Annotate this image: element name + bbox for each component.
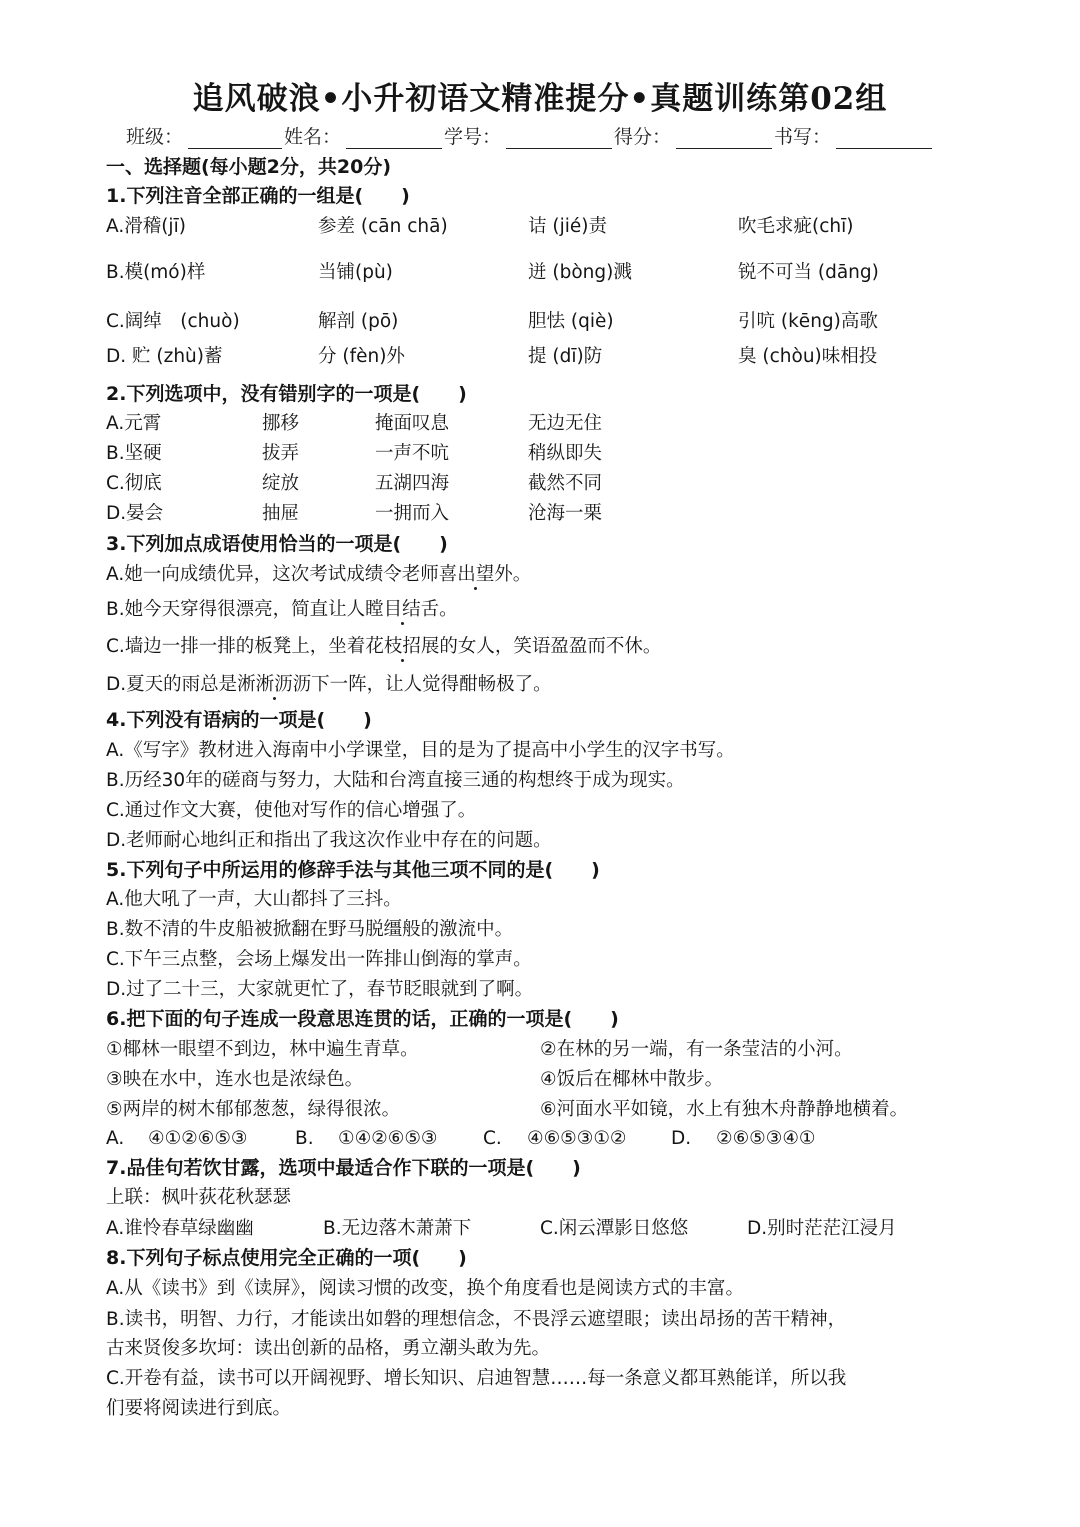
q8-line-4: C.开卷有益，读书可以开阔视野、增长知识、启迪智慧……每一条意义都耳熟能详，所以我 <box>106 1368 847 1389</box>
q6-choice-a-letter: A. <box>106 1128 125 1149</box>
q3-option-a <box>106 566 531 585</box>
q1-d-3: 提 (dī)防 <box>528 346 603 367</box>
q2-d-3: 一拥而入 <box>375 503 450 524</box>
q1-a-4: 吹毛求疵(chī) <box>738 216 854 237</box>
q8-stem: 8.下列句子标点使用完全正确的一项( ) <box>106 1247 467 1269</box>
q1-a-2: 参差 (cān chā) <box>318 216 448 237</box>
q4-option-d: D.老师耐心地纠正和指出了我这次作业中存在的问题。 <box>106 830 552 851</box>
q6-sentence-4: ④饭后在椰林中散步。 <box>540 1069 724 1090</box>
q1-c-4: 引吭 (kēng)高歌 <box>738 311 878 332</box>
score-blank[interactable] <box>676 148 772 149</box>
q7-option-b: B.无边落木萧萧下 <box>323 1218 472 1239</box>
q3-b-end: 。 <box>439 599 458 620</box>
q2-a-3: 掩面叹息 <box>375 413 450 434</box>
q6-stem: 6.把下面的句子连成一段意思连贯的话，正确的一项是( ) <box>106 1008 619 1030</box>
q3-d-text: D.夏天的雨总是 <box>106 674 238 695</box>
q3-option-c <box>106 638 661 657</box>
q2-a-1: A.元霄 <box>106 413 162 434</box>
q1-c-2: 解剖 (pō) <box>318 311 399 332</box>
q2-a-2: 挪移 <box>262 413 300 434</box>
q6-sentence-5: ⑤两岸的树木郁郁葱葱，绿得很浓。 <box>106 1099 401 1120</box>
q2-c-3: 五湖四海 <box>375 473 450 494</box>
q3-option-b <box>106 601 458 620</box>
q1-b-3: 迸 (bòng)溅 <box>528 262 632 283</box>
q7-option-a: A.谁怜春草绿幽幽 <box>106 1218 254 1239</box>
q6-sentence-1: ①椰林一眼望不到边，林中遍生青草。 <box>106 1039 419 1060</box>
q4-option-a: A.《写字》教材进入海南中小学课堂，目的是为了提高中小学生的汉字书写。 <box>106 740 735 761</box>
q6-choice-d-letter: D. <box>671 1128 692 1149</box>
q3-a-text: A.她一向成绩优异，这次考试成绩令老师 <box>106 564 439 585</box>
q2-stem: 2.下列选项中，没有错别字的一项是( ) <box>106 383 467 405</box>
q1-c-1: C.阔绰 (chuò) <box>106 311 240 332</box>
q2-c-4: 截然不同 <box>528 473 603 494</box>
q6-choice-a-order: ④①②⑥⑤③ <box>148 1128 248 1149</box>
q2-d-4: 沧海一栗 <box>528 503 603 524</box>
q3-option-d <box>106 676 552 695</box>
q4-option-c: C.通过作文大赛，使他对写作的信心增强了。 <box>106 800 477 821</box>
q3-stem: 3.下列加点成语使用恰当的一项是( ) <box>106 533 448 555</box>
q2-d-2: 抽屉 <box>262 503 300 524</box>
q8-line-5: 们要将阅读进行到底。 <box>106 1398 292 1419</box>
q6-choice-c-order: ④⑥⑤③①② <box>527 1128 627 1149</box>
q3-a-end: 。 <box>512 564 532 585</box>
name-blank[interactable] <box>346 148 442 149</box>
q5-stem: 5.下列句子中所运用的修辞手法与其他三项不同的是( ) <box>106 859 600 881</box>
q2-b-2: 拔弄 <box>262 443 300 464</box>
q3-c-text: C.墙边一排一排的板凳上，坐着 <box>106 636 366 657</box>
q3-c-idiom: 花枝招展 <box>365 636 440 657</box>
class-label: 班级： <box>126 126 184 148</box>
q8-line-2: B.读书，明智、力行，才能读出如磐的理想信念，不畏浮云遮望眼；读出昂扬的苦干精神， <box>106 1309 847 1330</box>
q5-option-d: D.过了二十三，大家就更忙了，春节眨眼就到了啊。 <box>106 979 534 1000</box>
q7-option-d: D.别时茫茫江浸月 <box>747 1218 897 1239</box>
q6-choice-c-letter: C. <box>483 1128 502 1149</box>
q6-choice-d-order: ②⑥⑤③④① <box>716 1128 816 1149</box>
q5-option-b: B.数不清的牛皮船被掀翻在野马脱缰般的激流中。 <box>106 919 514 940</box>
q1-stem: 1.下列注音全部正确的一组是( ) <box>106 185 410 207</box>
q3-d-end: 下一阵，让人觉得酣畅极了。 <box>311 674 552 695</box>
name-label: 姓名： <box>284 126 342 148</box>
q1-a-1: A.滑稽(jī) <box>106 216 186 237</box>
q1-b-4: 锐不可当 (dāng) <box>738 262 879 283</box>
q1-d-4: 臭 (chòu)味相投 <box>738 346 878 367</box>
q4-stem: 4.下列没有语病的一项是( ) <box>106 709 372 731</box>
q2-c-2: 绽放 <box>262 473 300 494</box>
q3-b-text: B.她今天穿得很漂亮，简直让人 <box>106 599 366 620</box>
student-id-label: 学号： <box>444 126 502 148</box>
writing-blank[interactable] <box>836 148 932 149</box>
q1-b-1: B.模(mó)样 <box>106 262 206 283</box>
q3-a-idiom: 喜出望外 <box>438 564 513 585</box>
q1-c-3: 胆怯 (qiè) <box>528 311 614 332</box>
q1-d-1: D. 贮 (zhù)蓄 <box>106 346 223 367</box>
score-label: 得分： <box>614 126 672 148</box>
writing-label: 书写： <box>774 126 832 148</box>
q2-c-1: C.彻底 <box>106 473 162 494</box>
q2-b-3: 一声不吭 <box>375 443 450 464</box>
page-title: 追风破浪•小升初语文精准提分•真题训练第02组 <box>192 81 888 117</box>
q6-sentence-2: ②在林的另一端，有一条莹洁的小河。 <box>540 1039 853 1060</box>
q1-a-3: 诘 (jié)责 <box>528 216 607 237</box>
q6-sentence-6: ⑥河面水平如镜，水上有独木舟静静地横着。 <box>540 1099 909 1120</box>
q5-option-c: C.下午三点整，会场上爆发出一阵排山倒海的掌声。 <box>106 949 532 970</box>
q7-option-c: C.闲云潭影日悠悠 <box>540 1218 689 1239</box>
q2-a-4: 无边无住 <box>528 413 603 434</box>
q2-d-1: D.晏会 <box>106 503 164 524</box>
student-id-blank[interactable] <box>506 148 612 149</box>
q2-b-1: B.坚硬 <box>106 443 162 464</box>
q3-b-idiom: 瞠目结舌 <box>365 599 440 620</box>
q1-d-2: 分 (fèn)外 <box>318 346 405 367</box>
q8-line-3: 古来贤俊多坎坷：读出创新的品格，勇立潮头敢为先。 <box>106 1338 551 1359</box>
q8-line-1: A.从《读书》到《读屏》，阅读习惯的改变，换个角度看也是阅读方式的丰富。 <box>106 1278 744 1299</box>
section-heading: 一、选择题(每小题2分，共20分) <box>106 156 392 178</box>
q6-sentence-3: ③映在水中，连水也是浓绿色。 <box>106 1069 364 1090</box>
q6-choice-b-letter: B. <box>295 1128 314 1149</box>
q6-choice-b-order: ①④②⑥⑤③ <box>338 1128 438 1149</box>
q1-b-2: 当铺(pù) <box>318 262 393 283</box>
q7-couplet: 上联：枫叶荻花秋瑟瑟 <box>106 1187 292 1208</box>
q7-stem: 7.品佳句若饮甘露，选项中最适合作下联的一项是( ) <box>106 1157 581 1179</box>
q3-d-idiom: 淅淅沥沥 <box>237 674 312 695</box>
q3-c-end: 的女人，笑语盈盈而不休。 <box>439 636 662 657</box>
q2-b-4: 稍纵即失 <box>528 443 603 464</box>
q4-option-b: B.历经30年的磋商与努力，大陆和台湾直接三通的构想终于成为现实。 <box>106 770 685 791</box>
q5-option-a: A.他大吼了一声，大山都抖了三抖。 <box>106 889 402 910</box>
class-blank[interactable] <box>188 148 282 149</box>
